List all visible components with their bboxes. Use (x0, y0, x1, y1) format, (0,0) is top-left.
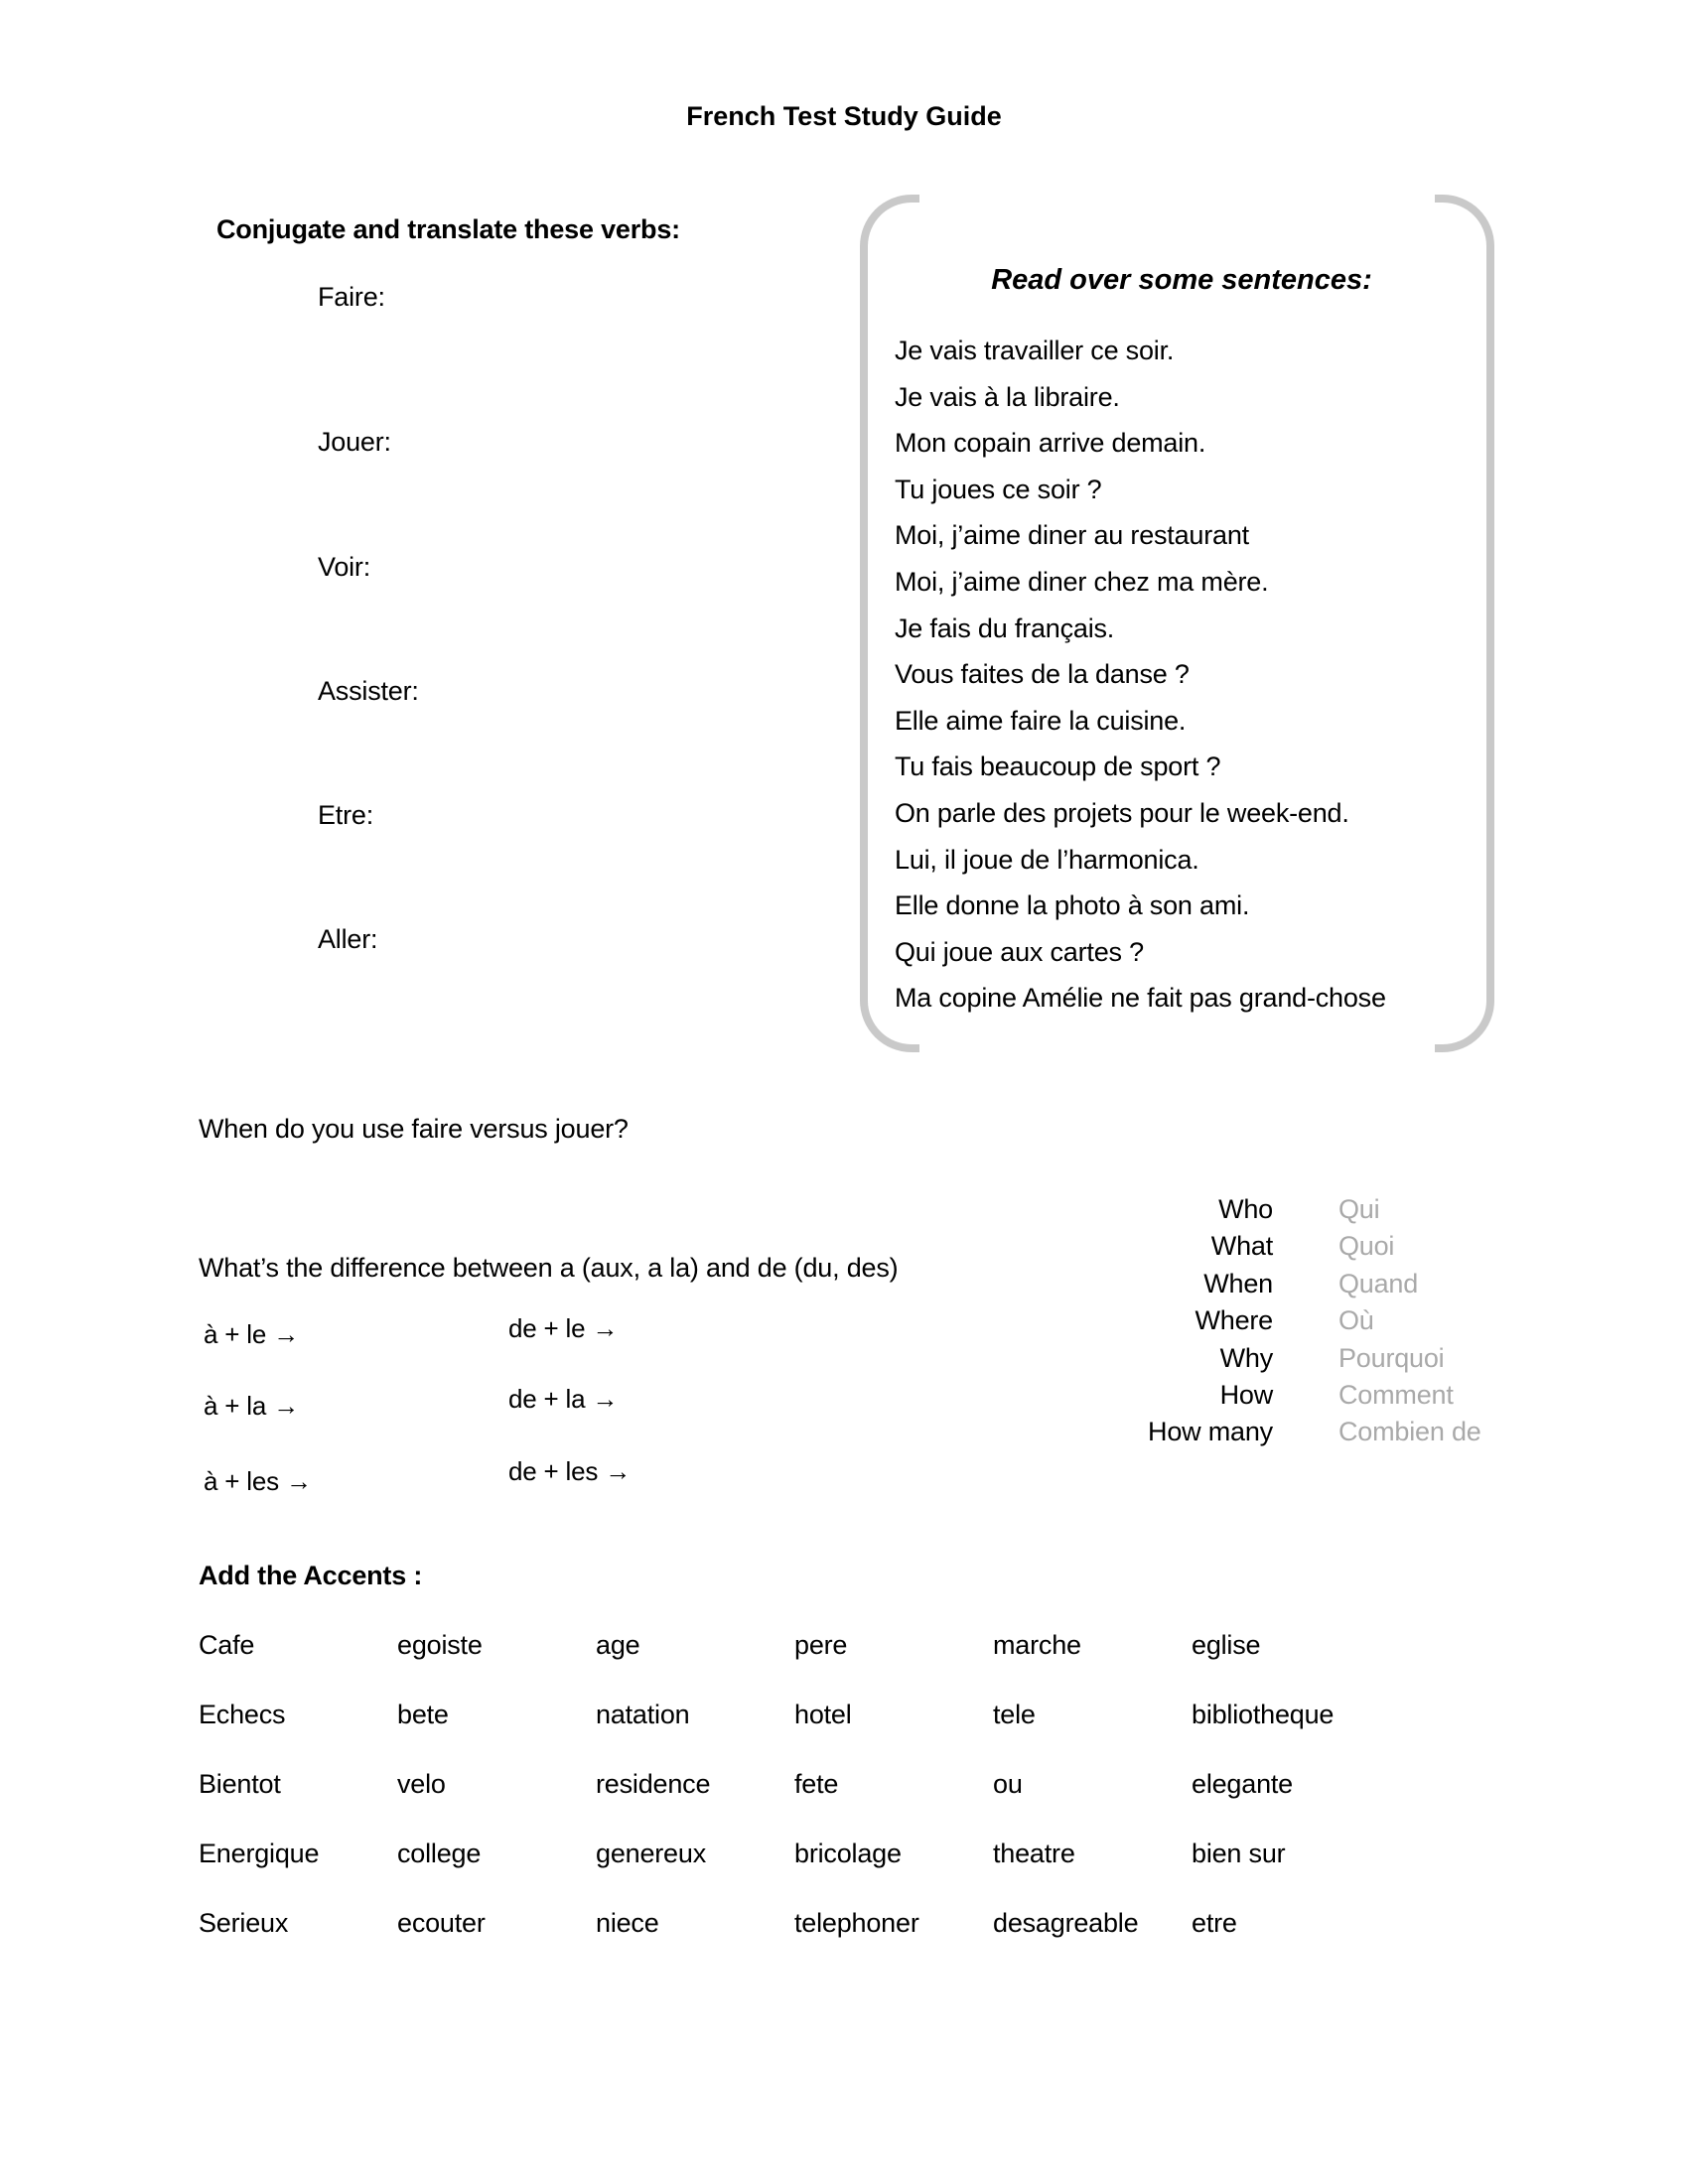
sentence-line: Qui joue aux cartes ? (895, 936, 1144, 967)
question-word-fr: Quoi (1338, 1231, 1395, 1262)
contraction-a-les: à + les → (204, 1466, 312, 1496)
contraction-de-le: de + le → (508, 1313, 619, 1343)
accent-words-grid (199, 1630, 1390, 1978)
question-word-en: Why (1219, 1342, 1273, 1373)
page-title: French Test Study Guide (686, 101, 1002, 131)
accent-word: niece (596, 1908, 659, 1938)
contraction-a-le: à + le → (204, 1319, 299, 1349)
accent-word: bete (397, 1700, 449, 1729)
sentence-line: On parle des projets pour le week-end. (895, 797, 1349, 828)
verb-label-aller: Aller: (318, 924, 378, 954)
accent-word: college (397, 1839, 482, 1868)
accent-word: desagreable (993, 1908, 1139, 1938)
question-word-en: When (1203, 1268, 1273, 1298)
question-word-fr: Comment (1338, 1380, 1454, 1411)
accent-word: natation (596, 1700, 690, 1729)
sentences-box-heading: Read over some sentences: (991, 264, 1372, 296)
question-words-english (1053, 1191, 1273, 1451)
sentence-line: Moi, j’aime diner au restaurant (895, 520, 1249, 551)
accent-word: elegante (1192, 1769, 1293, 1799)
verb-label-faire: Faire: (318, 282, 385, 312)
question-word-fr: Qui (1338, 1194, 1380, 1224)
sentence-line: Lui, il joue de l’harmonica. (895, 844, 1199, 875)
sentence-line: Vous faites de la danse ? (895, 659, 1190, 690)
question-word-fr: Pourquoi (1338, 1342, 1445, 1373)
accent-word: hotel (794, 1700, 852, 1729)
question-words-french (1338, 1191, 1481, 1451)
accent-word: age (596, 1630, 640, 1660)
question-word-en: How (1219, 1380, 1273, 1411)
question-word-en: Who (1218, 1194, 1273, 1224)
contraction-de-les: de + les → (508, 1456, 632, 1486)
sentence-line: Elle donne la photo à son ami. (895, 890, 1250, 921)
sentences-list (895, 328, 1386, 1022)
accent-word: Bientot (199, 1769, 281, 1799)
verb-label-voir: Voir: (318, 552, 371, 582)
question-word-en: What (1210, 1231, 1273, 1262)
question-a-vs-de: What’s the difference between a (aux, a la) and de (du, des) (199, 1253, 899, 1283)
sentence-line: Tu fais beaucoup de sport ? (895, 751, 1221, 782)
accent-word: genereux (596, 1839, 706, 1868)
question-word-fr: Combien de (1338, 1417, 1481, 1447)
accent-word: Echecs (199, 1700, 286, 1729)
accent-word: egoiste (397, 1630, 483, 1660)
accent-word: ecouter (397, 1908, 486, 1938)
sentence-line: Je vais travailler ce soir. (895, 336, 1175, 365)
accent-word: bien sur (1192, 1839, 1286, 1868)
sentence-line: Je fais du français. (895, 613, 1115, 643)
accent-word: ou (993, 1769, 1023, 1799)
sentence-line: Mon copain arrive demain. (895, 428, 1206, 459)
accent-word: eglise (1192, 1630, 1261, 1660)
accent-word: marche (993, 1630, 1081, 1660)
question-word-fr: Quand (1338, 1268, 1419, 1298)
accent-word: tele (993, 1700, 1036, 1729)
accent-word: fete (794, 1769, 839, 1799)
accents-heading: Add the Accents : (199, 1561, 423, 1590)
accent-word: etre (1192, 1908, 1237, 1938)
accent-word: bricolage (794, 1839, 902, 1868)
verb-label-assister: Assister: (318, 676, 419, 706)
accent-word: bibliotheque (1192, 1700, 1335, 1729)
sentence-line: Je vais à la libraire. (895, 381, 1120, 412)
accent-word: Energique (199, 1839, 320, 1868)
contraction-a-la: à + la → (204, 1391, 299, 1421)
right-bracket-shape (1435, 195, 1494, 1052)
accent-word: velo (397, 1769, 446, 1799)
accent-word: telephoner (794, 1908, 919, 1938)
sentence-line: Ma copine Amélie ne fait pas grand-chose (895, 983, 1386, 1014)
verb-label-etre: Etre: (318, 800, 374, 830)
accent-word: Serieux (199, 1908, 289, 1938)
accent-word: residence (596, 1769, 711, 1799)
sentence-line: Tu joues ce soir ? (895, 474, 1102, 504)
question-word-en: Where (1195, 1305, 1273, 1336)
conjugate-heading: Conjugate and translate these verbs: (216, 214, 680, 244)
accent-word: pere (794, 1630, 848, 1660)
verb-label-jouer: Jouer: (318, 427, 391, 457)
question-word-fr: Où (1338, 1305, 1374, 1336)
sentence-line: Moi, j’aime diner chez ma mère. (895, 566, 1269, 597)
accent-word: Cafe (199, 1630, 255, 1660)
contraction-de-la: de + la → (508, 1384, 619, 1414)
sentence-line: Elle aime faire la cuisine. (895, 705, 1187, 736)
accent-word: theatre (993, 1839, 1075, 1868)
question-faire-vs-jouer: When do you use faire versus jouer? (199, 1114, 629, 1144)
question-word-en: How many (1148, 1417, 1273, 1447)
